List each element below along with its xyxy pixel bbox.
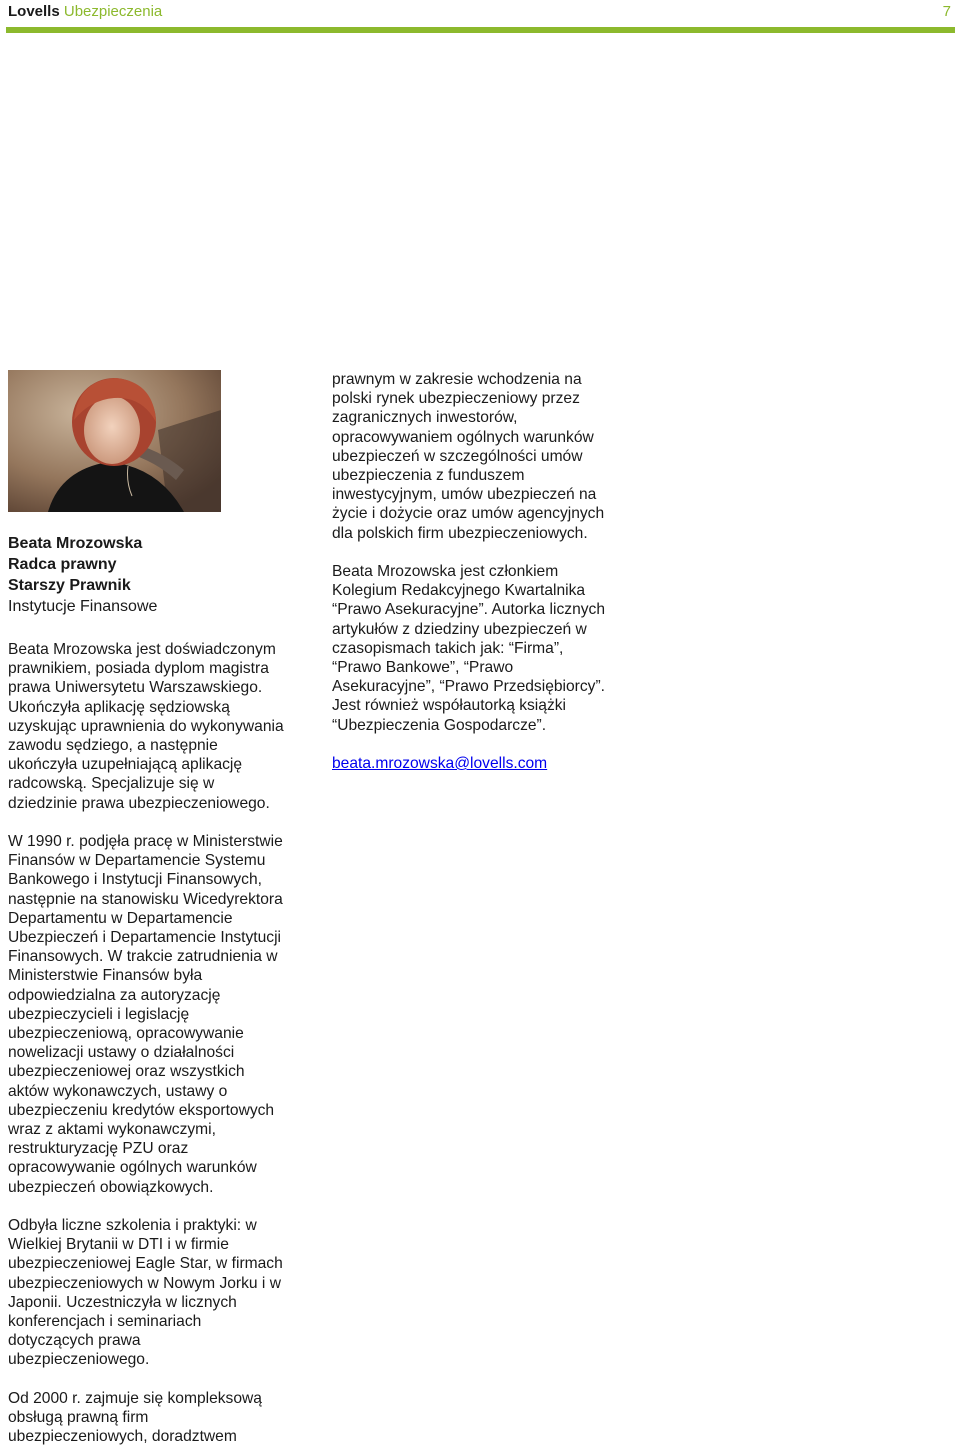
- text-line: ubezpieczeniowego.: [8, 1351, 150, 1369]
- text-line: ubezpieczeniowych w Nowym Jorku i w: [8, 1274, 281, 1292]
- person-role-primary: Radca prawny: [8, 556, 117, 573]
- body-paragraph: [8, 640, 313, 813]
- text-line: Odbyła liczne szkolenia i praktyki: w: [8, 1217, 257, 1235]
- text-line: prawnikiem, posiada dyplom magistra: [8, 660, 269, 678]
- text-line: ubezpieczenia z funduszem: [332, 467, 525, 485]
- text-line: artykułów z dziedziny ubezpieczeń w: [332, 620, 587, 638]
- text-line: czasopismach takich jak: “Firma”,: [332, 639, 564, 657]
- text-line: konferencjach i seminariach: [8, 1313, 202, 1331]
- profile-photo: [8, 370, 221, 512]
- text-line: zagranicznych inwestorów,: [332, 409, 518, 427]
- right-paragraphs: [332, 370, 632, 735]
- text-line: dziedzinie prawa ubezpieczeniowego.: [8, 794, 270, 812]
- text-line: obsługą prawną firm: [8, 1409, 149, 1427]
- text-line: ukończyła uzupełniającą aplikację: [8, 756, 243, 774]
- text-line: aktów wykonawczych, ustawy o: [8, 1082, 228, 1100]
- text-line: nowelizacji ustawy o działalności: [8, 1044, 235, 1062]
- text-line: ubezpieczeń w szczególności umów: [332, 447, 583, 465]
- profile-heading: [8, 533, 308, 617]
- portrait-image: [8, 370, 221, 512]
- text-line: “Prawo Asekuracyjne”. Autorka licznych: [332, 601, 606, 619]
- text-line: ubezpieczeniowej oraz wszystkich: [8, 1063, 245, 1081]
- text-line: “Ubezpieczenia Gospodarcze”.: [332, 716, 547, 734]
- text-line: opracowywanie ogólnych warunków: [8, 1159, 257, 1177]
- text-line: Bankowego i Instytucji Finansowych,: [8, 871, 262, 889]
- text-line: Beata Mrozowska jest członkiem: [332, 563, 559, 581]
- text-line: Ukończyła aplikację sędziowską: [8, 698, 230, 716]
- person-role-secondary: Starszy Prawnik: [8, 577, 131, 594]
- text-line: dla polskich firm ubezpieczeniowych.: [332, 524, 588, 542]
- text-line: Finansów w Departamencie Systemu: [8, 852, 266, 870]
- text-line: ubezpieczeniowej Eagle Star, w firmach: [8, 1255, 283, 1273]
- right-column: [332, 370, 632, 773]
- text-line: Od 2000 r. zajmuje się kompleksową: [8, 1389, 262, 1407]
- email-link[interactable]: beata.mrozowska@lovells.com: [332, 755, 548, 773]
- text-line: odpowiedzialna za autoryzację: [8, 986, 221, 1004]
- text-line: zawodu sędziego, a następnie: [8, 737, 218, 755]
- text-line: następnie na stanowisku Wicedyrektora: [8, 890, 283, 908]
- text-line: Beata Mrozowska jest doświadczonym: [8, 641, 276, 658]
- text-line: “Prawo Bankowe”, “Prawo: [332, 659, 514, 677]
- brand-subtitle: Ubezpieczenia: [63, 3, 163, 20]
- text-line: prawa Uniwersytetu Warszawskiego.: [8, 679, 263, 697]
- text-line: Japonii. Uczestniczyła w licznych: [8, 1293, 237, 1311]
- text-line: Kolegium Redakcyjnego Kwartalnika: [332, 582, 586, 600]
- text-line: ubezpieczeń obowiązkowych.: [8, 1178, 214, 1196]
- text-line: Departamentu w Departamencie: [8, 909, 233, 927]
- page-number: 7: [942, 3, 951, 20]
- text-line: prawnym w zakresie wchodzenia na: [332, 371, 582, 388]
- body-paragraph: [8, 1216, 313, 1370]
- practice-area: Instytucje Finansowe: [8, 598, 158, 615]
- text-line: wraz z aktami wykonawczymi,: [8, 1121, 216, 1139]
- text-line: ubezpieczeniową, opracowywanie: [8, 1025, 244, 1043]
- body-paragraph: [332, 562, 632, 735]
- text-line: Asekuracyjne”, “Prawo Przedsiębiorcy”.: [332, 678, 605, 696]
- text-line: inwestycyjnym, umów ubezpieczeń na: [332, 486, 597, 504]
- person-name: Beata Mrozowska: [8, 535, 143, 552]
- body-paragraph: [8, 1389, 313, 1446]
- text-line: Finansowych. W trakcie zatrudnienia w: [8, 948, 278, 966]
- text-line: Jest również współautorką książki: [332, 697, 566, 715]
- text-line: Ministerstwie Finansów była: [8, 967, 203, 985]
- text-line: polski rynek ubezpieczeniowy przez: [332, 390, 580, 408]
- text-line: ubezpieczeniowych, doradztwem: [8, 1428, 237, 1446]
- left-column: [8, 640, 313, 1446]
- header-divider: [6, 27, 955, 33]
- text-line: ubezpieczeniu kredytów eksportowych: [8, 1101, 275, 1119]
- page-header: [8, 0, 953, 24]
- text-line: dotyczących prawa: [8, 1332, 141, 1350]
- text-line: uzyskując uprawnienia do wykonywania: [8, 717, 284, 735]
- brand-name: Lovells: [8, 3, 60, 20]
- text-line: restrukturyzację PZU oraz: [8, 1140, 189, 1158]
- text-line: radcowską. Specjalizuje się w: [8, 775, 215, 793]
- text-line: ubezpieczycieli i legislację: [8, 1005, 190, 1023]
- text-line: opracowywaniem ogólnych warunków: [332, 428, 594, 446]
- text-line: życie i dożycie oraz umów agencyjnych: [332, 505, 605, 523]
- text-line: Ubezpieczeń i Departamencie Instytucji: [8, 929, 282, 947]
- body-paragraph: [8, 832, 313, 1197]
- body-paragraph: [332, 370, 632, 543]
- text-line: Wielkiej Brytanii w DTI i w firmie: [8, 1236, 229, 1254]
- text-line: W 1990 r. podjęła pracę w Ministerstwie: [8, 833, 283, 851]
